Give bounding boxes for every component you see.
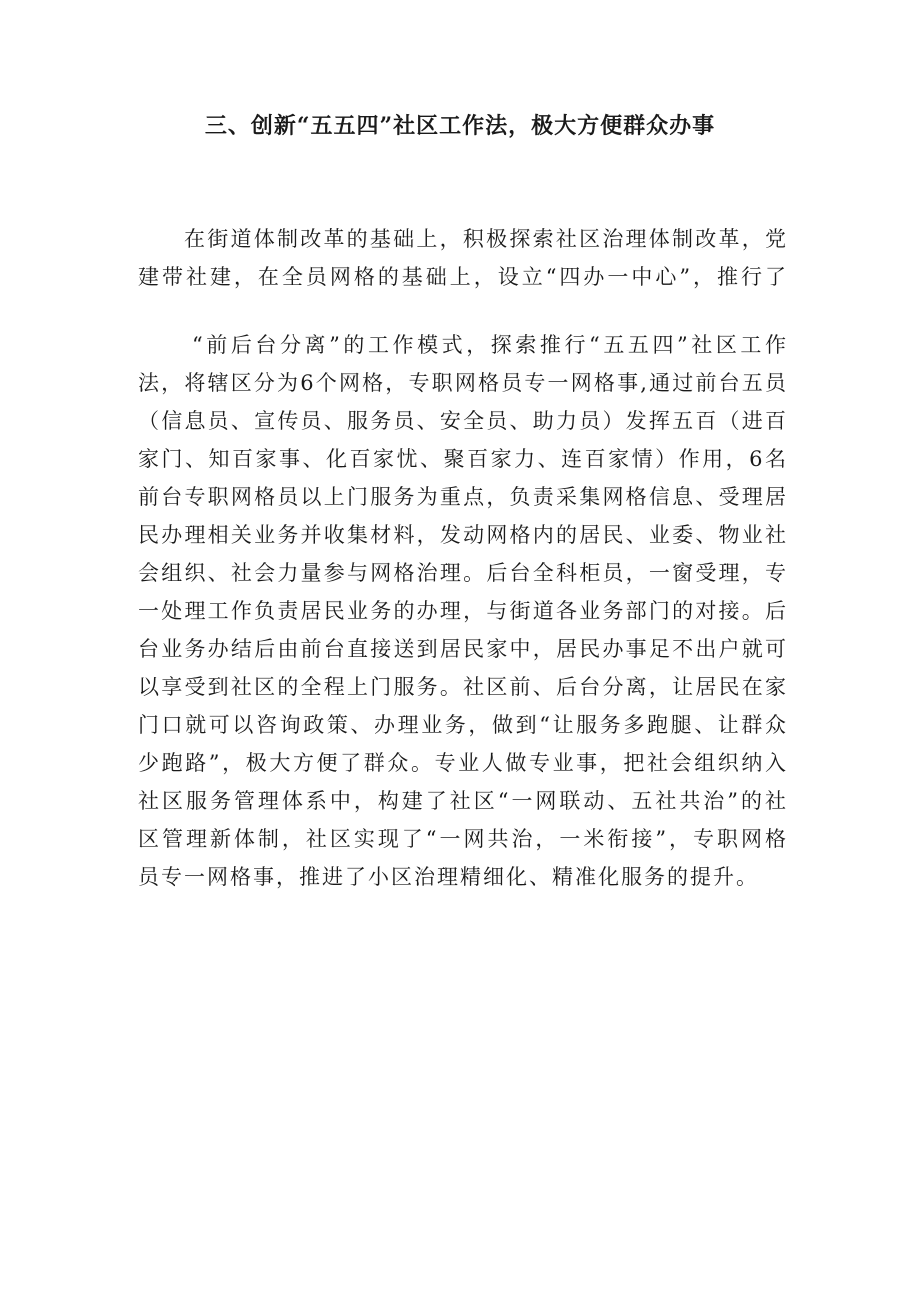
paragraph-line: 民办理相关业务并收集材料，发动网格内的居民、业委、物业社 bbox=[138, 523, 788, 547]
paragraph-line: 会组织、社会力量参与网格治理。后台全科柜员，一窗受理，专 bbox=[138, 561, 788, 585]
paragraph-line: 建带社建，在全员网格的基础上，设立“四办一中心”，推行了 bbox=[138, 265, 788, 289]
paragraph-line: 以享受到社区的全程上门服务。社区前、后台分离，让居民在家 bbox=[138, 675, 788, 699]
paragraph-line: 家门、知百家事、化百家忧、聚百家力、连百家情）作用，6名 bbox=[138, 447, 788, 471]
paragraph-line: 一处理工作负责居民业务的办理，与街道各业务部门的对接。后 bbox=[138, 599, 788, 623]
paragraph-line: 前台专职网格员以上门服务为重点，负责采集网格信息、受理居 bbox=[138, 485, 788, 509]
paragraph-body bbox=[138, 326, 788, 896]
paragraph-line: 区管理新体制，社区实现了“一网共治，一米衔接”，专职网格 bbox=[138, 827, 788, 851]
paragraph-line: 台业务办结后由前台直接送到居民家中，居民办事足不出户就可 bbox=[138, 637, 788, 661]
paragraph-line: （信息员、宣传员、服务员、安全员、助力员）发挥五百（进百 bbox=[138, 409, 788, 433]
paragraph-line: 在街道体制改革的基础上，积极探索社区治理体制改革，党 bbox=[184, 227, 788, 251]
paragraph-line: 少跑路”，极大方便了群众。专业人做专业事，把社会组织纳入 bbox=[138, 751, 788, 775]
paragraph-line: 法，将辖区分为6个网格，专职网格员专一网格事,通过前台五员 bbox=[138, 371, 788, 395]
paragraph-line: “前后台分离”的工作模式，探索推行“五五四”社区工作 bbox=[192, 333, 788, 357]
paragraph-line: 社区服务管理体系中，构建了社区“一网联动、五社共治”的社 bbox=[138, 789, 788, 813]
paragraph-line: 门口就可以咨询政策、办理业务，做到“让服务多跑腿、让群众 bbox=[138, 713, 788, 737]
paragraph-intro bbox=[138, 220, 788, 296]
section-heading: 三、创新“五五四”社区工作法，极大方便群众办事 bbox=[204, 113, 716, 139]
paragraph-line: 员专一网格事，推进了小区治理精细化、精准化服务的提升。 bbox=[138, 865, 759, 889]
